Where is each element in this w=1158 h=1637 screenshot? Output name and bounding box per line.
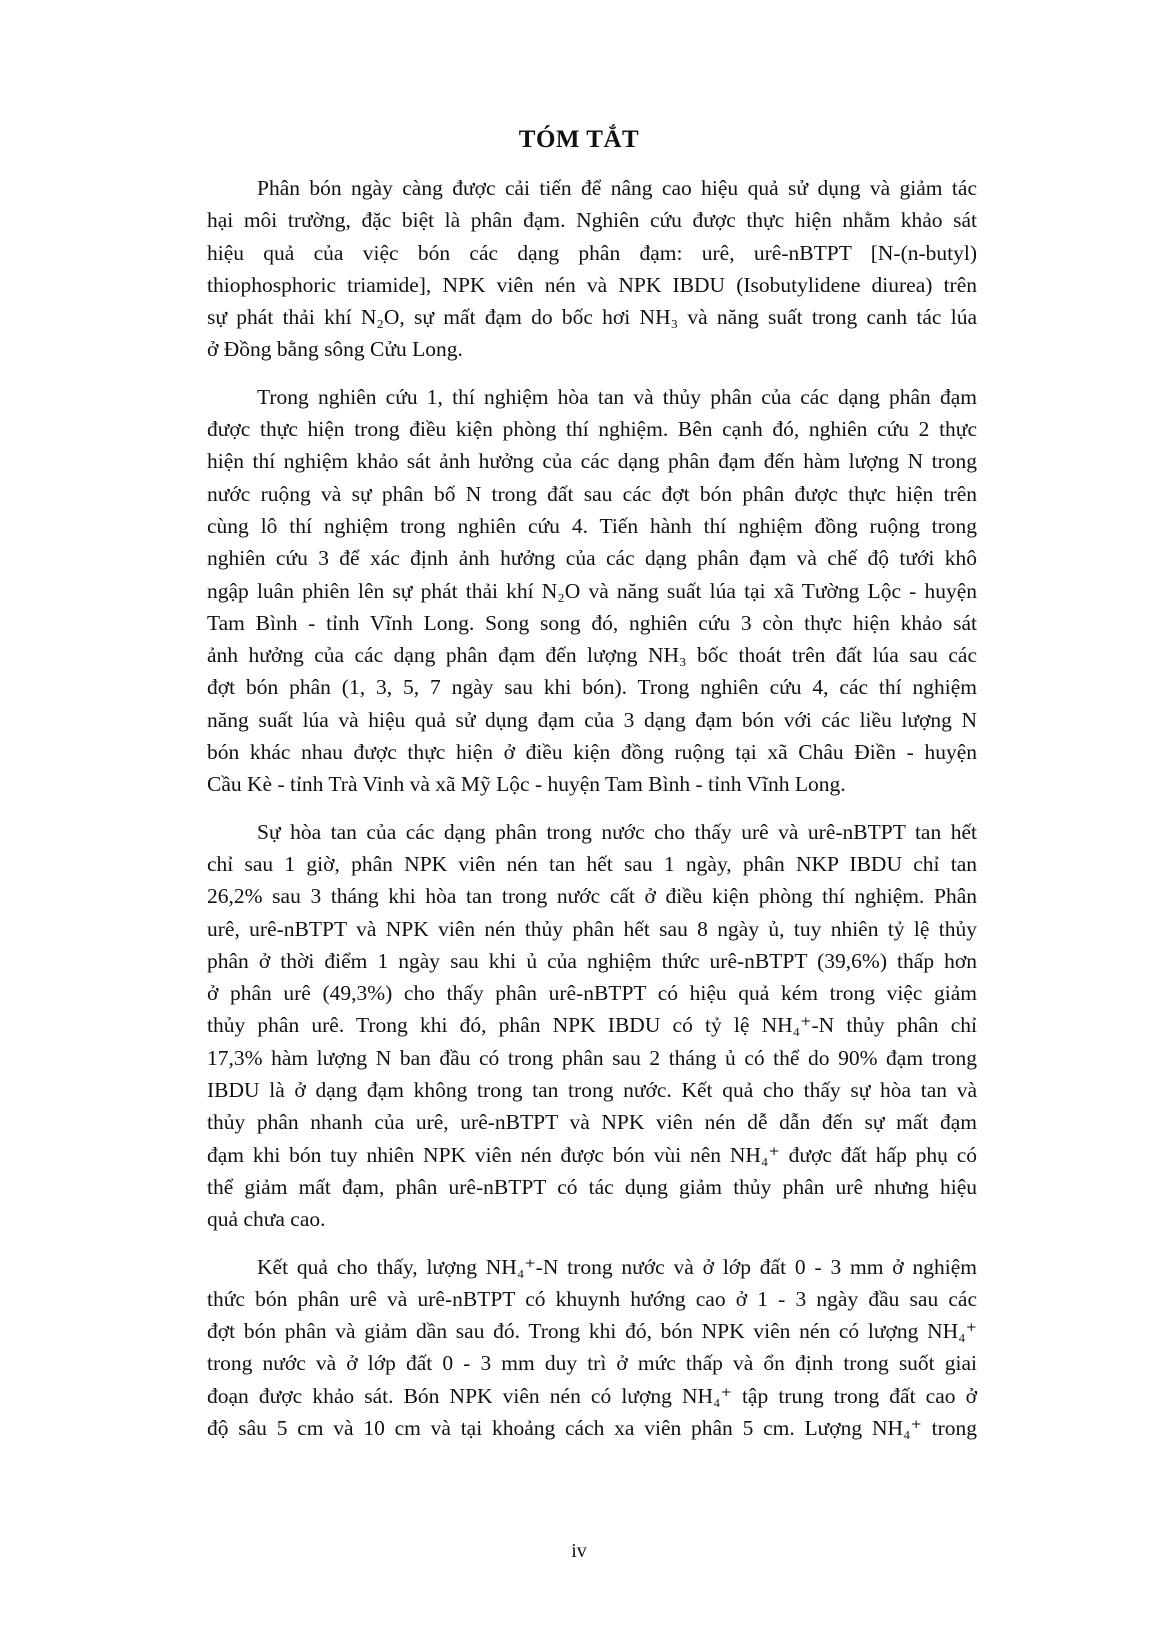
- paragraph-3: [207, 816, 977, 1236]
- text-line: urê, urê-nBTPT và NPK viên nén thủy phân hết sau 8 ngày ủ, tuy nhiên tỷ lệ thủy: [207, 916, 977, 941]
- text-line: ngập luân phiên lên sự phát thải khí N₂O và năng suất lúa tại xã Tường Lộc - huyện: [207, 578, 977, 603]
- text-line: trong nước và ở lớp đất 0 - 3 mm duy trì ở mức thấp và ổn định trong suốt giai: [207, 1351, 977, 1376]
- text-line: đạm khi bón tuy nhiên NPK viên nén được bón vùi nên NH₄⁺ được đất hấp phụ có: [207, 1142, 977, 1167]
- text-line: bón khác nhau được thực hiện ở điều kiện đồng ruộng tại xã Châu Điền - huyện: [207, 740, 977, 765]
- text-line: đợt bón phân (1, 3, 5, 7 ngày sau khi bón). Trong nghiên cứu 4, các thí nghiệm: [207, 675, 977, 700]
- text-line: năng suất lúa và hiệu quả sử dụng đạm của 3 dạng đạm bón với các liều lượng N: [207, 707, 977, 732]
- text-line: 17,3% hàm lượng N ban đầu có trong phân sau 2 tháng ủ có thể do 90% đạm trong: [207, 1045, 977, 1070]
- text-line: nghiên cứu 3 để xác định ảnh hưởng của các dạng phân đạm và chế độ tưới khô: [207, 546, 977, 571]
- text-line: hiện thí nghiệm khảo sát ảnh hưởng của các dạng phân đạm đến hàm lượng N trong: [207, 449, 977, 474]
- abstract-body: [207, 172, 977, 1456]
- text-line: thiophosphoric triamide], NPK viên nén và NPK IBDU (Isobutylidene diurea) trên: [207, 272, 977, 297]
- text-line: phân ở thời điểm 1 ngày sau khi ủ của nghiệm thức urê-nBTPT (39,6%) thấp hơn: [207, 948, 977, 973]
- text-line: hiệu quả của việc bón các dạng phân đạm: urê, urê-nBTPT [N-(n-butyl): [207, 240, 977, 265]
- text-line: thể giảm mất đạm, phân urê-nBTPT có tác dụng giảm thủy phân urê nhưng hiệu: [207, 1174, 977, 1199]
- text-line: Sự hòa tan của các dạng phân trong nước cho thấy urê và urê-nBTPT tan hết: [257, 819, 977, 844]
- text-line: IBDU là ở dạng đạm không trong tan trong nước. Kết quả cho thấy sự hòa tan và: [207, 1078, 977, 1103]
- paragraph-2: [207, 381, 977, 801]
- text-line: thủy phân urê. Trong khi đó, phân NPK IBDU có tỷ lệ NH₄⁺-N thủy phân chỉ: [207, 1013, 977, 1038]
- text-line: quả chưa cao.: [207, 1207, 326, 1232]
- text-line: chỉ sau 1 giờ, phân NPK viên nén tan hết sau 1 ngày, phân NKP IBDU chỉ tan: [207, 851, 977, 876]
- text-line: được thực hiện trong điều kiện phòng thí nghiệm. Bên cạnh đó, nghiên cứu 2 thực: [207, 417, 977, 442]
- text-line: nước ruộng và sự phân bố N trong đất sau các đợt bón phân được thực hiện trên: [207, 481, 977, 506]
- text-line: Trong nghiên cứu 1, thí nghiệm hòa tan và thủy phân của các dạng phân đạm: [257, 384, 977, 409]
- text-line: đợt bón phân và giảm dần sau đó. Trong khi đó, bón NPK viên nén có lượng NH₄⁺: [207, 1319, 977, 1344]
- page-title: TÓM TẮT: [518, 126, 640, 153]
- text-line: Cầu Kè - tỉnh Trà Vinh và xã Mỹ Lộc - huyện Tam Bình - tỉnh Vĩnh Long.: [207, 772, 846, 797]
- text-line: cùng lô thí nghiệm trong nghiên cứu 4. Tiến hành thí nghiệm đồng ruộng trong: [207, 513, 977, 538]
- text-line: thức bón phân urê và urê-nBTPT có khuynh hướng cao ở 1 - 3 ngày đầu sau các: [207, 1286, 977, 1311]
- text-line: 26,2% sau 3 tháng khi hòa tan trong nước cất ở điều kiện phòng thí nghiệm. Phân: [207, 884, 977, 909]
- page-number: iv: [571, 1540, 587, 1562]
- text-line: ở phân urê (49,3%) cho thấy phân urê-nBTPT có hiệu quả kém trong việc giảm: [207, 981, 977, 1006]
- text-line: Phân bón ngày càng được cải tiến để nâng cao hiệu quả sử dụng và giảm tác: [257, 176, 977, 200]
- text-line: sự phát thải khí N₂O, sự mất đạm do bốc hơi NH₃ và năng suất trong canh tác lúa: [207, 305, 977, 330]
- paragraph-1: [207, 172, 977, 366]
- paragraph-4: [207, 1251, 977, 1445]
- text-line: đoạn được khảo sát. Bón NPK viên nén có lượng NH₄⁺ tập trung trong đất cao ở: [207, 1383, 977, 1408]
- text-line: độ sâu 5 cm và 10 cm và tại khoảng cách xa viên phân 5 cm. Lượng NH₄⁺ trong: [207, 1415, 977, 1440]
- text-line: ở Đồng bằng sông Cửu Long.: [207, 337, 463, 362]
- text-line: hại môi trường, đặc biệt là phân đạm. Nghiên cứu được thực hiện nhằm khảo sát: [207, 208, 977, 233]
- text-line: ảnh hưởng của các dạng phân đạm đến lượng NH₃ bốc thoát trên đất lúa sau các: [207, 643, 977, 668]
- text-line: Kết quả cho thấy, lượng NH₄⁺-N trong nước và ở lớp đất 0 - 3 mm ở nghiệm: [257, 1254, 977, 1279]
- text-line: thủy phân nhanh của urê, urê-nBTPT và NPK viên nén dễ dẫn đến sự mất đạm: [207, 1110, 977, 1135]
- text-line: Tam Bình - tỉnh Vĩnh Long. Song song đó, nghiên cứu 3 còn thực hiện khảo sát: [207, 610, 977, 635]
